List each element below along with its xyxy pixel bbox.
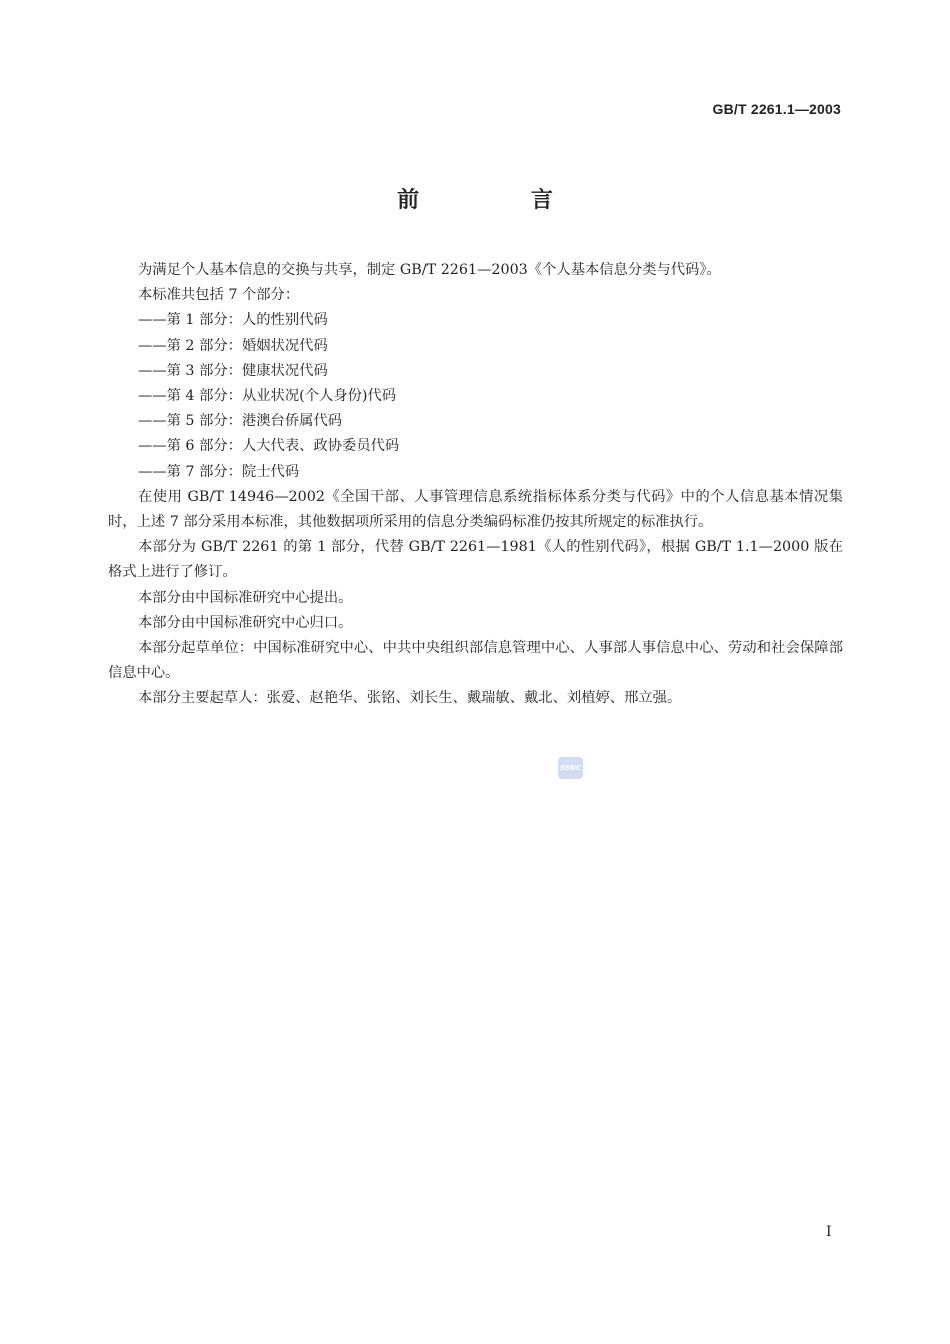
- paragraph-intro: 为满足个人基本信息的交换与共享，制定 GB/T 2261—2003《个人基本信息分类与代码》。: [138, 262, 721, 278]
- paragraph-centralized-by: 本部分由中国标准研究中心归口。: [138, 614, 353, 631]
- page-title: 前 言: [397, 188, 605, 213]
- paragraph-parts-count: 本标准共包括 7 个部分：: [138, 287, 300, 304]
- page-number: I: [826, 1224, 832, 1240]
- list-item-part-5: ——第 5 部分：港澳台侨属代码: [138, 413, 343, 430]
- paragraph-replacement: 本部分为 GB/T 2261 的第 1 部分，代替 GB/T 2261—1981《人的性别代码》，根据 GB/T 1.1—2000 版在格式上进行了修订。: [108, 539, 843, 581]
- paragraph-drafting-units: 本部分起草单位：中国标准研究中心、中共中央组织部信息管理中心、人事部人事信息中心、劳动和社会保障部信息中心。: [108, 640, 843, 682]
- list-item-part-1: ——第 1 部分：人的性别代码: [138, 312, 328, 329]
- list-item-part-6: ——第 6 部分：人大代表、政协委员代码: [138, 438, 400, 455]
- paragraph-proposed-by: 本部分由中国标准研究中心提出。: [138, 589, 353, 606]
- paragraph-drafters: 本部分主要起草人：张爱、赵艳华、张铭、刘长生、戴瑞敏、戴北、刘植婷、邢立强。: [138, 690, 682, 707]
- foreword-body: [108, 258, 843, 712]
- paragraph-usage: 在使用 GB/T 14946—2002《全国干部、人事管理信息系统指标体系分类与代码》中的个人信息基本情况集时，上述 7 部分采用本标准，其他数据项所采用的信息分类编码标准仍按其所规定的标准执行。: [108, 488, 843, 531]
- list-item-part-2: ——第 2 部分：婚姻状况代码: [138, 337, 328, 354]
- list-item-part-3: ——第 3 部分：健康状况代码: [138, 362, 328, 379]
- watermark-logo-icon: SSNC: [558, 757, 583, 779]
- list-item-part-4: ——第 4 部分：从业状况(个人身份)代码: [138, 388, 397, 405]
- standard-code: GB/T 2261.1—2003: [712, 101, 841, 117]
- list-item-part-7: ——第 7 部分：院士代码: [138, 463, 300, 480]
